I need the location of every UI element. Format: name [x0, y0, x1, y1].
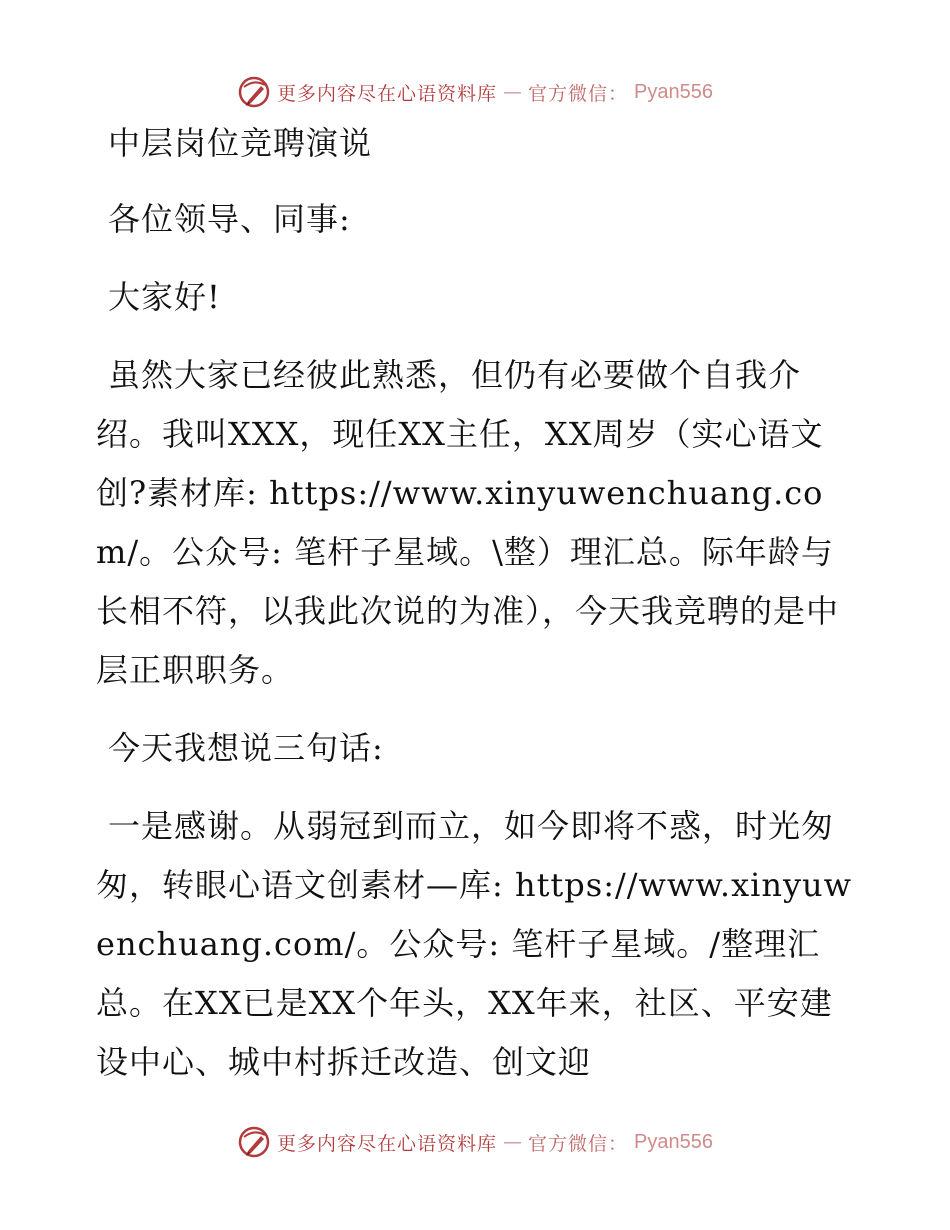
watermark-wechat-id: Pyan556	[634, 80, 713, 103]
paragraph-thanks: 一是感谢。从弱冠到而立，如今即将不惑，时光匆匆，转眼心语文创素材—库: https://www.xinyuwenchuang.com/。公众号: 笔杆子星域。/整理汇总。在XX已是XX个年头，XX年来，社区、平安建设中心、城中村拆迁改造、创文迎	[96, 807, 853, 1081]
watermark-text: 更多内容尽在心语资料库	[277, 1132, 498, 1155]
greeting: 大家好!	[108, 278, 221, 316]
watermark-wechat-label: 官方微信：	[528, 82, 629, 105]
watermark-separator: —	[503, 81, 523, 103]
pen-logo-icon	[237, 75, 271, 109]
salutation: 各位领导、同事:	[108, 200, 351, 238]
watermark-wechat-label: 官方微信：	[528, 1132, 629, 1155]
watermark-separator: —	[503, 1131, 523, 1153]
document-title: 中层岗位竞聘演说	[108, 124, 373, 162]
paragraph-intro: 虽然大家已经彼此熟悉，但仍有必要做个自我介绍。我叫XXX，现任XX主任，XX周岁（实心语文创?素材库: https://www.xinyuwenchuang.com/。公众号: 笔杆子星域。\整）理汇总。际年龄与长相不符，以我此次说的为准），今天我竞聘的是中层正职职务。	[96, 356, 840, 689]
pen-logo-icon	[237, 1125, 271, 1159]
header-watermark	[0, 72, 950, 112]
watermark-text: 更多内容尽在心语资料库	[277, 82, 498, 105]
watermark-wechat-id: Pyan556	[634, 1130, 713, 1153]
paragraph-three-sentences: 今天我想说三句话:	[108, 729, 384, 767]
document-body	[96, 114, 856, 1111]
footer-watermark	[0, 1122, 950, 1162]
